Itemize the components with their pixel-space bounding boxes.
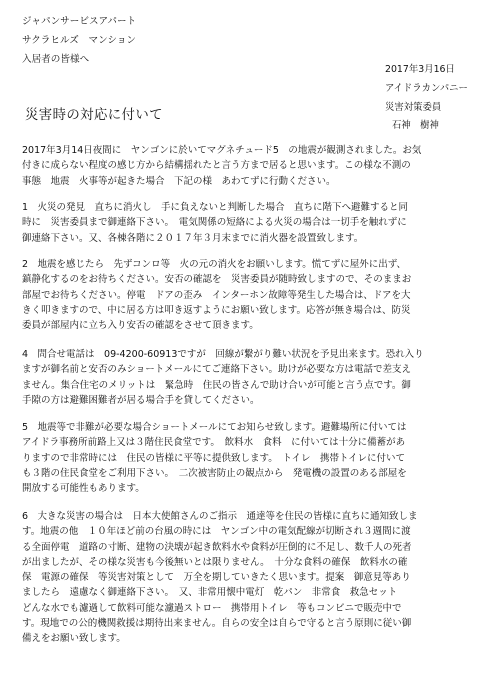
paragraph-line: 1 火災の発見 直ちに消火し 手に負えないと判断した場合 直ちに階下へ避難すると同 (22, 202, 409, 213)
paragraph-line: す。地震の他 １０年ほど前の台風の時には ヤンゴン中の電気配線が切断され３週間に渡 (22, 526, 411, 538)
paragraph-line: が出ましたが、その様な災害も今後無いとは限りません。 十分な食料の確保 飲料水の確 (22, 556, 408, 568)
paragraph-line: 2017年3月14日夜間に ヤンゴンに於いてマグネチュード5 の地震が観測されました。お気 (22, 145, 422, 156)
paragraph-fire (22, 200, 480, 246)
paragraph-major-disaster (22, 509, 480, 647)
paragraph-line: ません。集合住宅のメリットは 緊急時 住民の皆さんで助け合いが可能と言う点です。御 (22, 379, 411, 391)
paragraph-line: 委員が部屋内に立ち入り安否の確認をさせて頂きます。 (22, 320, 259, 332)
document-title: 災害時の対応に付いて (25, 108, 163, 123)
document-date: 2017年3月16日 (385, 64, 455, 75)
paragraph-line: アイドラ事務所前路上又は３階住民食堂です。 飲料水 食料 に付いては十分に備蓄があ (22, 437, 406, 449)
paragraph-line: 6 大きな災害の場合は 日本大使館さんのご指示 通達等を住民の皆様に直ちに通知致しま (22, 511, 418, 522)
paragraph-line: きく叩きますので、中に居る方は叩き返すようにお願い致します。応答が無き場合は、防災 (22, 304, 411, 316)
paragraph-line: 鎮静化するのをお待ちください。安否の確認を 災害委員が随時致しますので、そのままお (22, 274, 412, 286)
paragraph-line: ましたら 遠慮なく御連絡下さい。 又、非常用懐中電灯 乾パン 非常食 救急セット (22, 587, 398, 599)
address-line-2: サクラヒルズ マンション (22, 35, 137, 46)
paragraph-line: 5 地震等で非難が必要な場合ショートメールにてお知らせ致します。避難場所に付いては (22, 422, 407, 433)
signatory-name: 石神 樹神 (392, 120, 439, 131)
paragraph-contact (22, 347, 480, 408)
paragraph-line: どんな水でも濾過して飲料可能な濾過ストロー 携帯用トイレ 等もコンビニで販売中で (22, 602, 402, 614)
paragraph-line: 事態 地震 火事等が起きた場合 下記の様 あわてずに行動ください。 (22, 175, 336, 187)
paragraph-line: 時に 災害委員まで御連絡下さい。 電気関係の短絡による火災の場合は一切手を触れずに (22, 217, 407, 229)
committee-name: 災害対策委員 (385, 102, 442, 113)
paragraph-line: 4 問合せ電話は 09-4200-60913ですが 回線が繋がり難い状況を予見出来ます。恐れ入り (22, 349, 424, 360)
paragraph-line: す。現地での公的機関救援は期待出来ません。自らの安全は自らで守ると言う原則に従い御 (22, 618, 412, 630)
paragraph-line: る全面停電 道路の寸断、建物の決壊が起き飲料水や食料が圧倒的に不足し、数千人の死者 (22, 541, 412, 553)
paragraph-earthquake (22, 257, 480, 333)
paragraph-line: 2 地震を感じたら 先ずコンロ等 火の元の消火をお願いします。慌てずに屋外に出ず、 (22, 259, 407, 270)
paragraph-intro (22, 143, 480, 189)
address-line-3: 入居者の皆様へ (22, 54, 90, 65)
address-line-1: ジャパンサービスアパート (22, 16, 137, 27)
paragraph-line: 開放する可能性もあります。 (22, 483, 145, 495)
paragraph-line: 手隙の方は避難困難者が居る場合手を貸してください。 (22, 394, 260, 406)
paragraph-line: 御連絡下さい。又、各棟各階に２０１７年３月末までに消火器を設置致します。 (22, 232, 364, 244)
paragraph-line: 保 電源の確保 等災害対策として 万全を期していきたく思います。提案 御意見等あり (22, 572, 411, 584)
paragraph-evacuation (22, 420, 480, 496)
paragraph-line: 部屋でお待ちください。停電 ドアの歪み インターホン故障等発生した場合は、ドアを大 (22, 289, 411, 301)
paragraph-line: ますが御名前と安否のみショートメールにてご連絡下さい。助けが必要な方は電話で差支え (22, 364, 412, 376)
paragraph-line: 付きに成らない程度の感じ方から結構揺れたと言う方まで居ると思います。この様な不測の (22, 160, 411, 172)
organization-name: アイドラカンパニー (385, 83, 468, 94)
paragraph-line: 備えをお願い致します。 (22, 633, 126, 645)
paragraph-line: も３階の住民食堂をご利用下さい。 二次被害防止の観点から 発電機の設置のある部屋を (22, 467, 407, 479)
paragraph-line: りますので非常時には 住民の皆様に平等に提供致します。 トイレ 携帯トイレに付いて (22, 452, 406, 464)
